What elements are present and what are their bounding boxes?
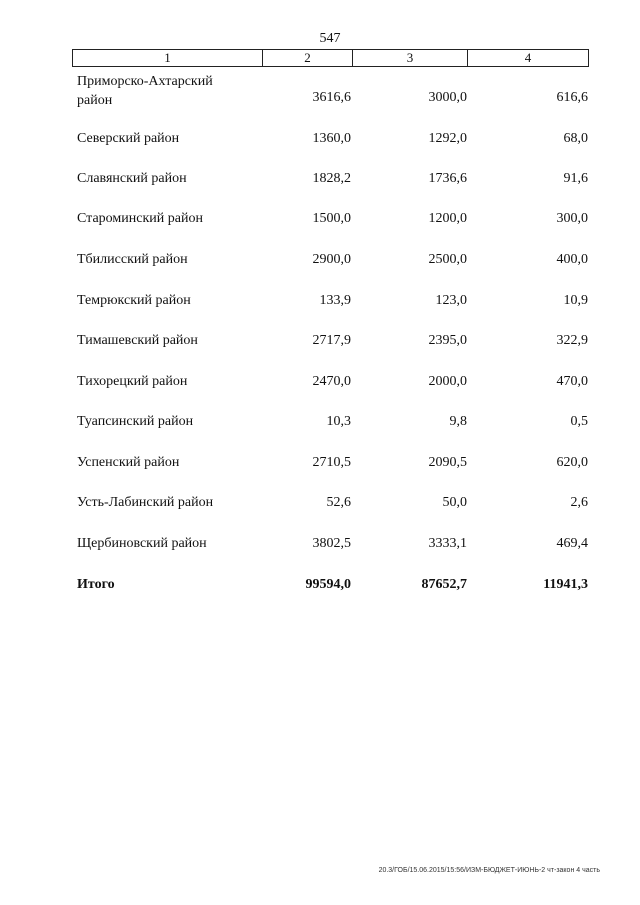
row-value-col2: 10,3 [326,414,351,429]
row-name-line1: Приморско-Ахтарский [77,74,213,89]
row-value-col3: 1200,0 [428,211,467,226]
row-name: Славянский район [77,171,187,186]
row-value-col3: 1736,6 [428,171,467,186]
row-name: Туапсинский район [77,414,194,429]
total-label: Итого [77,577,115,592]
table-row [0,372,640,396]
table-row [0,169,640,193]
table-row [0,291,640,315]
table-row [0,129,640,153]
row-value-col4: 2,6 [570,495,588,510]
row-name [77,72,277,110]
column-header-1: 1 [73,50,263,67]
column-header-3: 3 [353,50,468,67]
row-value-col2: 1828,2 [312,171,351,186]
row-name: Тимашевский район [77,333,198,348]
row-value-col4: 400,0 [556,252,588,267]
row-value-col2: 2717,9 [312,333,351,348]
row-value-col3: 2000,0 [428,374,467,389]
total-value-col4: 11941,3 [543,577,588,592]
row-value-col2: 52,6 [326,495,351,510]
row-value-col4: 68,0 [563,131,588,146]
table-row [0,250,640,274]
row-value-col4: 620,0 [556,455,588,470]
row-value-col2: 3616,6 [312,90,351,105]
total-value-col3: 87652,7 [421,577,467,592]
row-value-col2: 2710,5 [312,455,351,470]
row-value-col3: 1292,0 [428,131,467,146]
row-value-col4: 322,9 [556,333,588,348]
row-name: Северский район [77,131,180,146]
row-name: Староминский район [77,211,203,226]
row-name: Темрюкский район [77,293,191,308]
row-name: Тихорецкий район [77,374,188,389]
row-value-col2: 133,9 [319,293,351,308]
row-value-col2: 1500,0 [312,211,351,226]
row-value-col2: 1360,0 [312,131,351,146]
row-value-col3: 3000,0 [428,90,467,105]
row-value-col2: 2470,0 [312,374,351,389]
document-footer-code: 20.3/ГОБ/15.06.2015/15:56/ИЗМ-БЮДЖЕТ-ИЮНЬ-2 чт-закон 4 часть [378,867,600,874]
row-value-col3: 123,0 [435,293,467,308]
table-row [0,412,640,436]
table-row [0,453,640,477]
page-number: 547 [319,31,341,46]
row-value-col4: 10,9 [563,293,588,308]
row-value-col3: 3333,1 [428,536,467,551]
row-value-col4: 469,4 [556,536,588,551]
row-name: Тбилисский район [77,252,188,267]
row-value-col3: 2395,0 [428,333,467,348]
total-value-col2: 99594,0 [305,577,351,592]
row-value-col3: 50,0 [442,495,467,510]
table-row [0,331,640,355]
row-value-col4: 616,6 [556,90,588,105]
table-row [0,209,640,233]
row-name-line2: район [77,93,113,108]
row-value-col3: 2500,0 [428,252,467,267]
row-value-col2: 3802,5 [312,536,351,551]
column-header-2: 2 [263,50,353,67]
row-value-col3: 2090,5 [428,455,467,470]
column-header-4: 4 [468,50,589,67]
total-row [0,575,640,599]
row-value-col2: 2900,0 [312,252,351,267]
row-value-col4: 91,6 [563,171,588,186]
table-row [0,493,640,517]
row-value-col4: 0,5 [570,414,588,429]
row-name: Усть-Лабинский район [77,495,214,510]
row-value-col4: 300,0 [556,211,588,226]
table-row [0,534,640,558]
row-name: Успенский район [77,455,180,470]
row-name: Щербиновский район [77,536,207,551]
table-row [0,74,640,112]
row-value-col4: 470,0 [556,374,588,389]
row-value-col3: 9,8 [449,414,467,429]
